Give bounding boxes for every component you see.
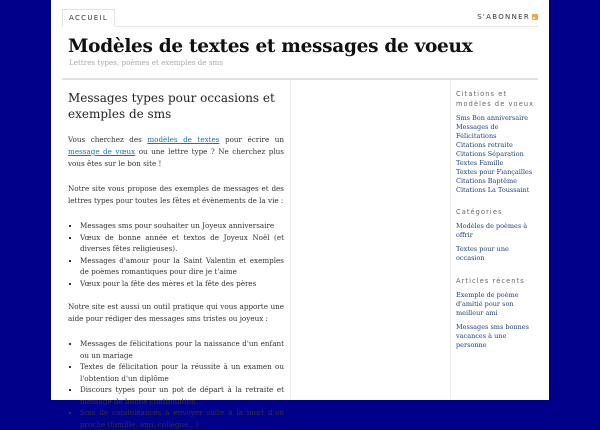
- widget-categories: [451, 195, 538, 263]
- list-item: ▪ Messages sms pour souhaiter un Joyeux anniversaire: [80, 220, 284, 232]
- sidebar-link[interactable]: Citations Baptême: [456, 177, 518, 185]
- sidebar-link[interactable]: Citations La Toussaint: [456, 186, 530, 194]
- main-content: [62, 80, 291, 429]
- events-list: [68, 220, 284, 289]
- nav-home-tab[interactable]: ACCUEIL: [62, 9, 115, 27]
- sidebar-link[interactable]: Citations Séparation: [456, 150, 524, 158]
- recent-post-link[interactable]: Exemple de poème d'amitié pour son meilleur ami: [456, 291, 519, 317]
- sidebar-link[interactable]: Messages de Félicitations: [456, 123, 499, 140]
- site-title[interactable]: Modèles de textes et messages de voeux: [68, 36, 473, 57]
- link-message-de-voeux[interactable]: message de vœux: [68, 147, 136, 156]
- list-item: ▪ Vœux de bonne année et textos de Joyeux Noël (et diverses fêtes religieuses).: [80, 232, 284, 255]
- sidebar: [451, 80, 538, 400]
- subscribe-link[interactable]: [477, 9, 538, 25]
- list-item: ▪ Messages d'amour pour la Saint Valentin et exemples de poèmes romantiques pour dire je t'aime: [80, 255, 284, 278]
- intro-text: ou une lettre type ? Ne cherchez plus vous êtes sur le bon site !: [68, 147, 284, 168]
- list-item: ▪ Vœux pour la fête des mères et la fête des pères: [80, 278, 284, 290]
- link-modeles-de-textes[interactable]: modèles de textes: [147, 135, 220, 144]
- sidebar-link[interactable]: Textes pour Fiançailles: [456, 168, 533, 176]
- top-nav: [62, 9, 538, 27]
- post-title: Messages types pour occasions et exemples de sms: [68, 91, 275, 121]
- widget-title: Citations et modèles de voeux: [456, 90, 535, 108]
- intro-paragraph: [68, 134, 284, 170]
- sidebar-link[interactable]: Textes Famille: [456, 159, 504, 167]
- list-item: ▪ Messages de félicitations pour la naissance d'un enfant ou un mariage: [80, 338, 284, 361]
- sidebar-link[interactable]: Sms Bon anniversaire: [456, 114, 529, 122]
- subscribe-label: S'ABONNER: [477, 13, 530, 21]
- widget-title: Catégories: [456, 208, 503, 216]
- sidebar-link[interactable]: Citations retraite: [456, 141, 513, 149]
- category-link[interactable]: Textes pour une occasion: [456, 245, 509, 262]
- middle-column: [291, 80, 451, 400]
- paragraph-events: Notre site vous propose des exemples de messages et des lettres types pour toutes les fêtes et évènements de la vie :: [68, 184, 284, 205]
- widget-recent-posts: [451, 268, 538, 350]
- paragraph-tools: Notre site est aussi un outil pratique qui vous apporte une aide pour rédiger des messages sms tristes ou joyeux :: [68, 302, 284, 323]
- recent-post-link[interactable]: Messages sms bonnes vacances à une personne: [456, 323, 529, 349]
- page-container: [51, 0, 549, 429]
- category-link[interactable]: Modèles de poèmes à offrir: [456, 222, 528, 239]
- widget-title: Articles récents: [456, 277, 525, 285]
- site-description: Lettres types, poèmes et exemples de sms: [69, 58, 224, 67]
- intro-text: pour écrire un: [219, 135, 284, 144]
- list-item: ▪ Sms de condoléances à envoyer suite à la mort d'un proche (famille, ami, collègue...): [80, 407, 284, 430]
- intro-text: Vous cherchez des: [68, 135, 148, 144]
- tools-list: [68, 338, 284, 430]
- rss-icon: [532, 14, 538, 20]
- list-item: ▪ Discours types pour un pot de départ à la retraite et message de bonne continuation.: [80, 384, 284, 407]
- widget-citations: [451, 80, 538, 195]
- list-item: ▪ Textes de félicitation pour la réussite à un examen ou l'obtention d'un diplôme: [80, 361, 284, 384]
